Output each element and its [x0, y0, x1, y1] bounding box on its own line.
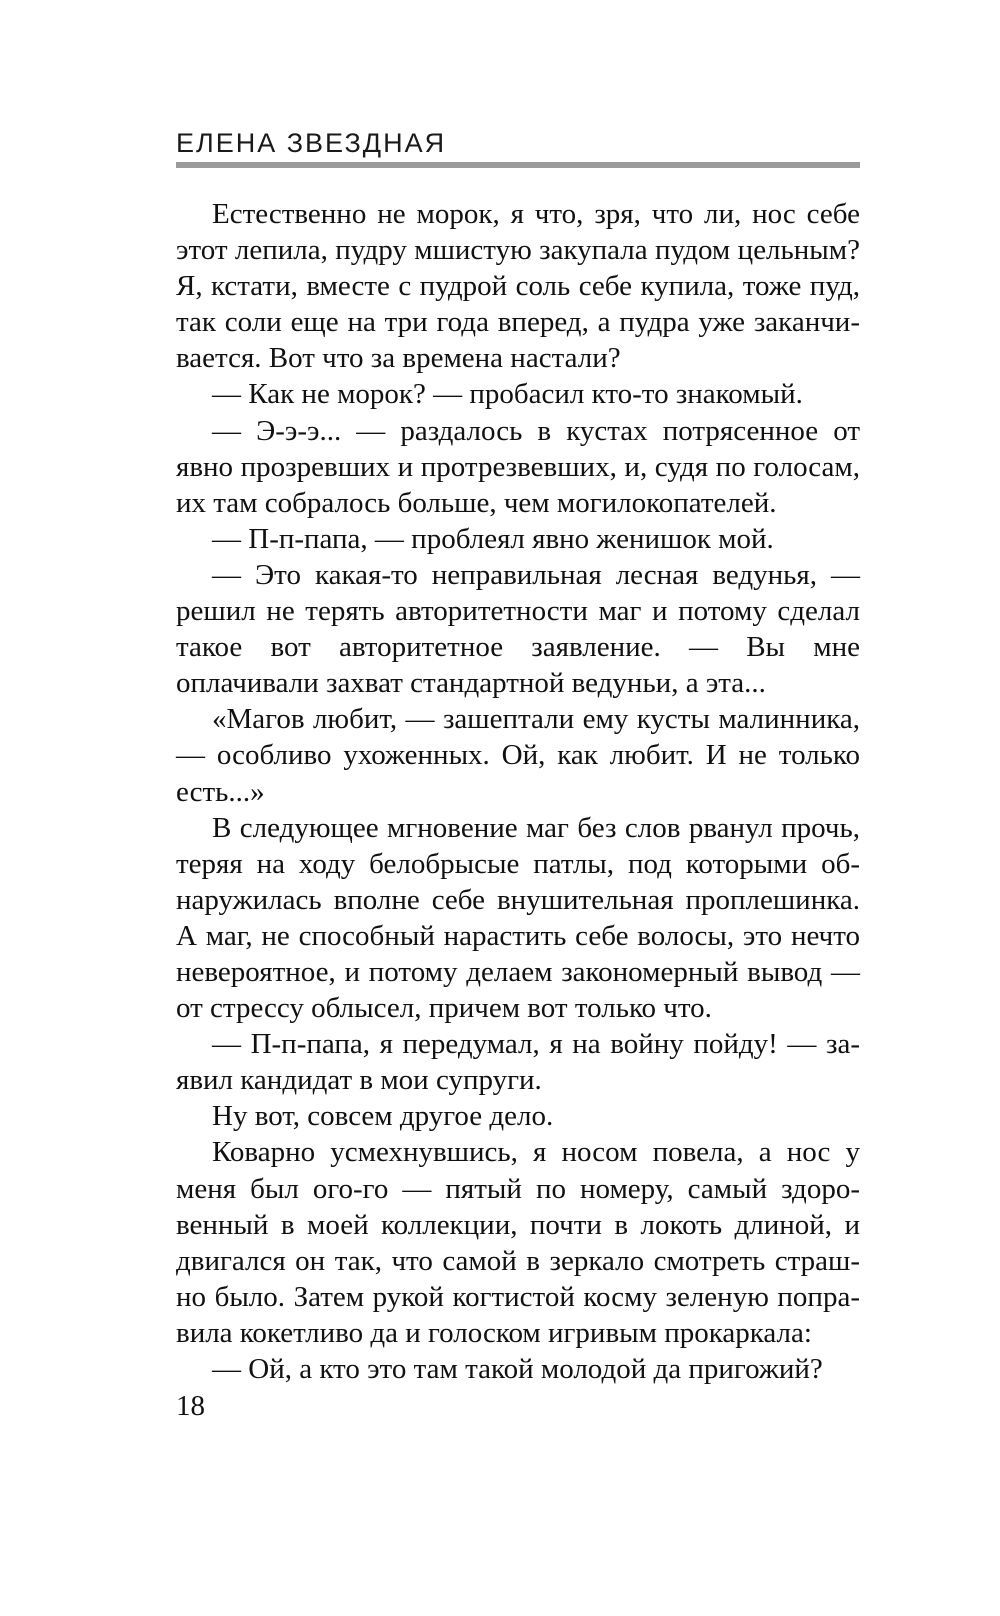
paragraph: Коварно усмехнувшись, я носом повела, а нос у меня был ого-го — пятый по номеру, самый здоровенный в моей коллекции, почти в локоть длиной, и двигался он так, что самой в зеркало смотреть страшно было. Затем рукой когтистой косму зеленую поправила кокетливо да и голоском игривым прокаркала:: [176, 1136, 860, 1349]
body-text: [176, 196, 860, 1387]
paragraph: — П-п-папа, — проблеял явно женишок мой.: [212, 522, 774, 555]
paragraph: В следующее мгновение маг без слов рванул прочь, теряя на ходу белобрысые патлы, под которыми обнаружилась вполне себе внушительная проплешинка. А маг, не способный нарастить себе волосы, это нечто невероятное, и потому делаем закономерный вывод — от стрессу облысел, причем вот только что.: [176, 811, 860, 1025]
paragraph: — Это какая-то неправильная лесная ведунья, — решил не терять авторитетности маг и потому сделал такое вот авторитетное заявление. — Вы мне оплачивали захват стандартной ведуньи, а эта...: [176, 558, 860, 700]
paragraph: Естественно не морок, я что, зря, что ли, нос себе этот лепила, пудру мшистую закупала пудом цельным? Я, кстати, вместе с пудрой соль себе купила, тоже пуд, так соли еще на три года вперед, а пудра уже заканчивается. Вот что за времена настали?: [176, 198, 860, 375]
page-number: 18: [176, 1390, 205, 1422]
running-head-author: ЕЛЕНА ЗВЕЗДНАЯ: [176, 128, 447, 158]
paragraph: — Ой, а кто это там такой молодой да пригожий?: [212, 1353, 823, 1385]
paragraph: — Э-э-э... — раздалось в кустах потрясенное от явно прозревших и протрезвевших, и, судя по голосам, их там собралось больше, чем могилокопателей.: [176, 414, 860, 519]
header-rule-divider: [176, 162, 860, 168]
paragraph: Ну вот, совсем другое дело.: [212, 1100, 554, 1133]
paragraph: — П-п-папа, я передумал, я на войну пойду! — заявил кандидат в мои супруги.: [176, 1028, 860, 1097]
paragraph: — Как не морок? — пробасил кто-то знакомый.: [212, 378, 803, 411]
paragraph: «Магов любит, — зашептали ему кусты малинника, — особливо ухоженных. Ой, как любит. И не только есть...»: [176, 703, 860, 808]
